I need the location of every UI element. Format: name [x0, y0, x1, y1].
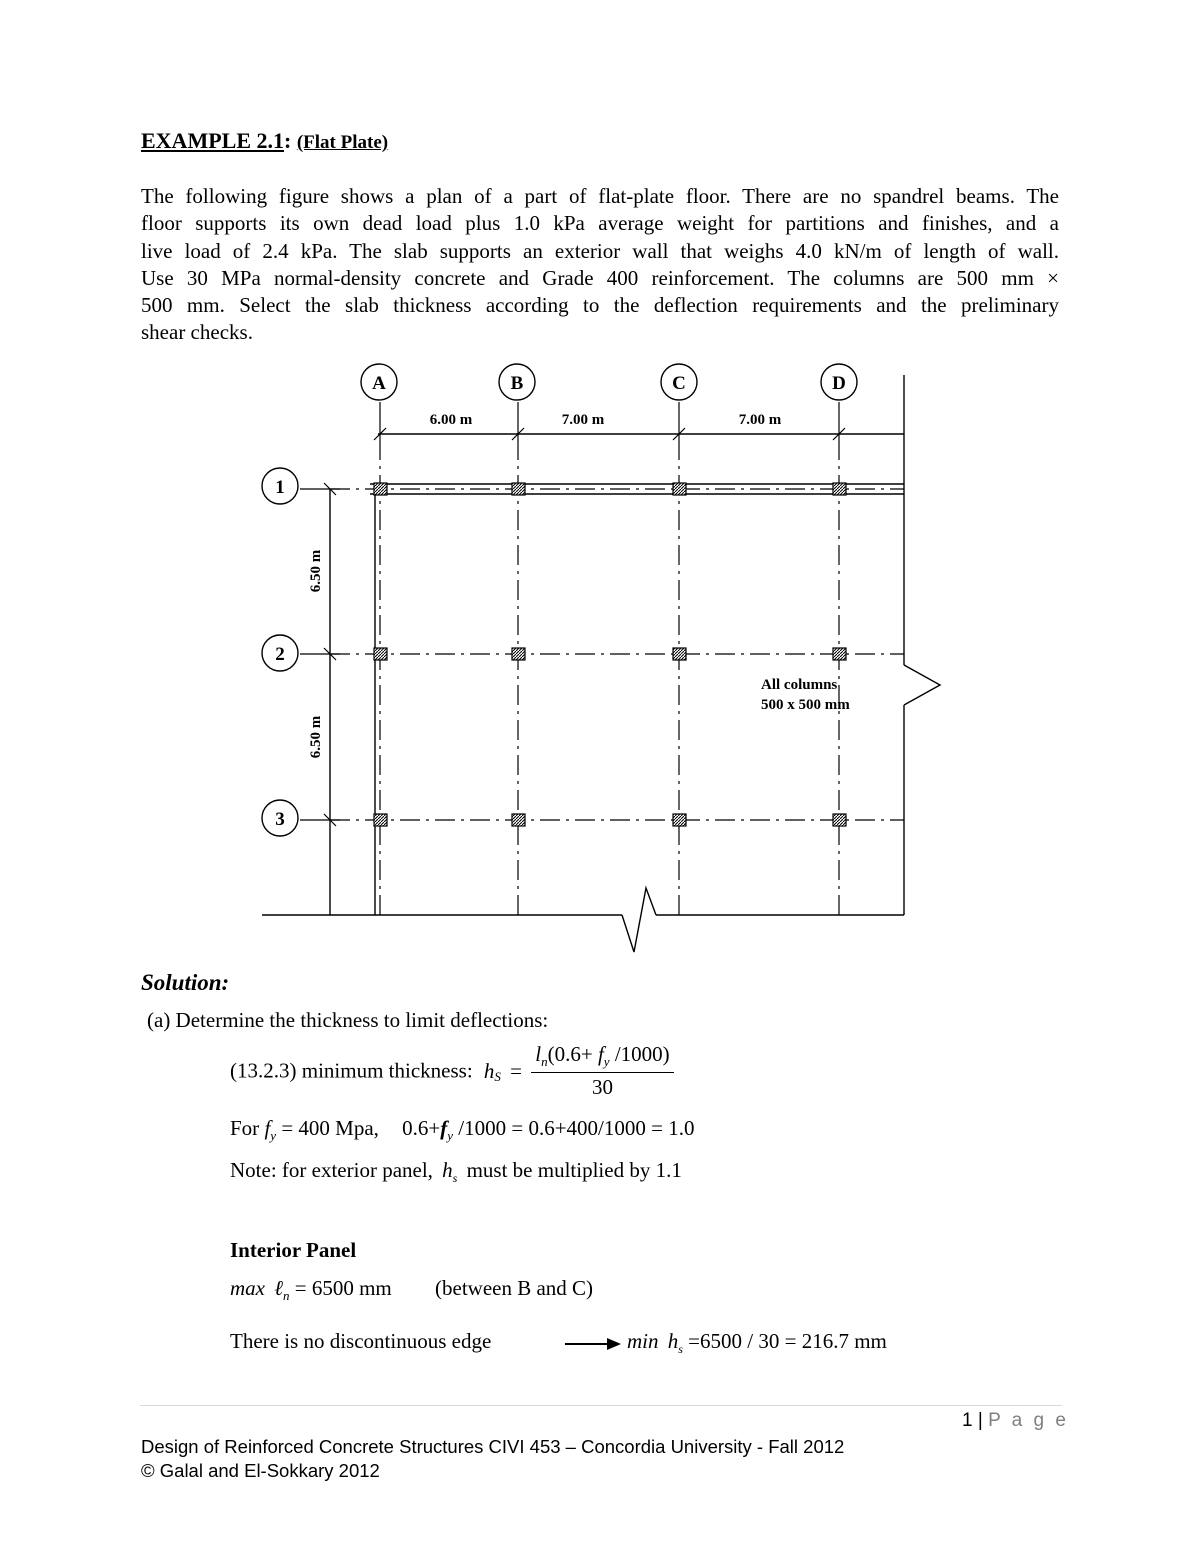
- column: [833, 814, 846, 826]
- problem-line: live load of 2.4 kPa. The slab supports an exterior wall that weighs 4.0 kN/m of length of wall.: [141, 238, 1059, 263]
- problem-line: floor supports its own dead load plus 1.0 kPa average weight for partitions and finishes, and a: [141, 211, 1059, 236]
- example-number: EXAMPLE 2.1: [141, 128, 284, 153]
- problem-line: 500 mm. Select the slab thickness according to the deflection requirements and the preliminary: [141, 293, 1059, 318]
- grid-label-2: 2: [275, 644, 285, 665]
- arrow-icon: [565, 1338, 621, 1350]
- grid-label-A: A: [372, 373, 386, 394]
- column-note-line2: 500 x 500 mm: [761, 697, 850, 713]
- formula-numerator: $l_n(0.6+ f_y$ /1000): [531, 1042, 673, 1073]
- note-line: Note: for exterior panel, $h_s$ must be multiplied by 1.1: [230, 1158, 682, 1186]
- min-thickness-formula: [230, 1042, 674, 1100]
- problem-line: shear checks.: [141, 320, 253, 345]
- span-1-2: 6.50 m: [308, 549, 324, 593]
- no-edge-line: There is no discontinuous edge: [230, 1329, 492, 1353]
- grid-label-D: D: [832, 373, 846, 394]
- formula-denominator: 30: [591, 1075, 613, 1100]
- equals-sign: =: [510, 1058, 522, 1083]
- column: [833, 483, 846, 495]
- footer-copyright: © Galal and El-Sokkary 2012: [141, 1460, 380, 1481]
- solution-heading: Solution:: [141, 970, 230, 995]
- column: [512, 483, 525, 495]
- column-note-line1: All columns: [761, 677, 838, 693]
- page-number: 1 | P a g e: [962, 1410, 1069, 1431]
- hs-sub: S: [494, 1069, 501, 1085]
- footer-course: Design of Reinforced Concrete Structures CIVI 453 – Concordia University - Fall 2012: [141, 1436, 845, 1457]
- example-subtitle: (Flat Plate): [296, 132, 389, 153]
- column: [673, 814, 686, 826]
- hs-symbol: h: [483, 1058, 495, 1083]
- interior-panel-heading: Interior Panel: [230, 1238, 357, 1262]
- min-hs-line: $\min h_s =6500 / 30 = 216.7$ mm: [627, 1329, 887, 1357]
- span-C-D: 7.00 m: [738, 412, 782, 428]
- title-colon: :: [284, 128, 292, 153]
- footer-divider: [140, 1405, 1062, 1406]
- grid-label-1: 1: [275, 477, 285, 498]
- column: [512, 814, 525, 826]
- column: [374, 648, 387, 660]
- column: [673, 483, 686, 495]
- column: [512, 648, 525, 660]
- span-A-B: 6.00 m: [429, 412, 473, 428]
- span-B-C: 7.00 m: [561, 412, 605, 428]
- problem-line: The following figure shows a plan of a part of flat-plate floor. There are no spandrel beams. The: [141, 184, 1059, 208]
- grid-label-B: B: [510, 373, 524, 394]
- step-a: (a) Determine the thickness to limit deflections:: [147, 1008, 549, 1032]
- break-line-bottom: [622, 888, 656, 952]
- column: [673, 648, 686, 660]
- break-line-right: [904, 665, 940, 705]
- formula-fraction: [531, 1042, 673, 1100]
- column: [374, 814, 387, 826]
- fy-line: For $f_y = 400$ Mpa, $0.6+f_y$ /1000 = 0.6+400/1000 = 1.0: [230, 1116, 695, 1144]
- span-2-3: 6.50 m: [308, 715, 324, 759]
- column: [374, 483, 387, 495]
- max-ln-line: max ℓ$_n$ = 6500 mm (between B and C): [230, 1276, 594, 1304]
- problem-line: Use 30 MPa normal-density concrete and Grade 400 reinforcement. The columns are 500 mm ×: [141, 265, 1059, 290]
- grid-label-C: C: [672, 373, 686, 394]
- min-thickness-label: (13.2.3) minimum thickness:: [230, 1058, 473, 1083]
- column: [833, 648, 846, 660]
- grid-label-3: 3: [275, 809, 285, 830]
